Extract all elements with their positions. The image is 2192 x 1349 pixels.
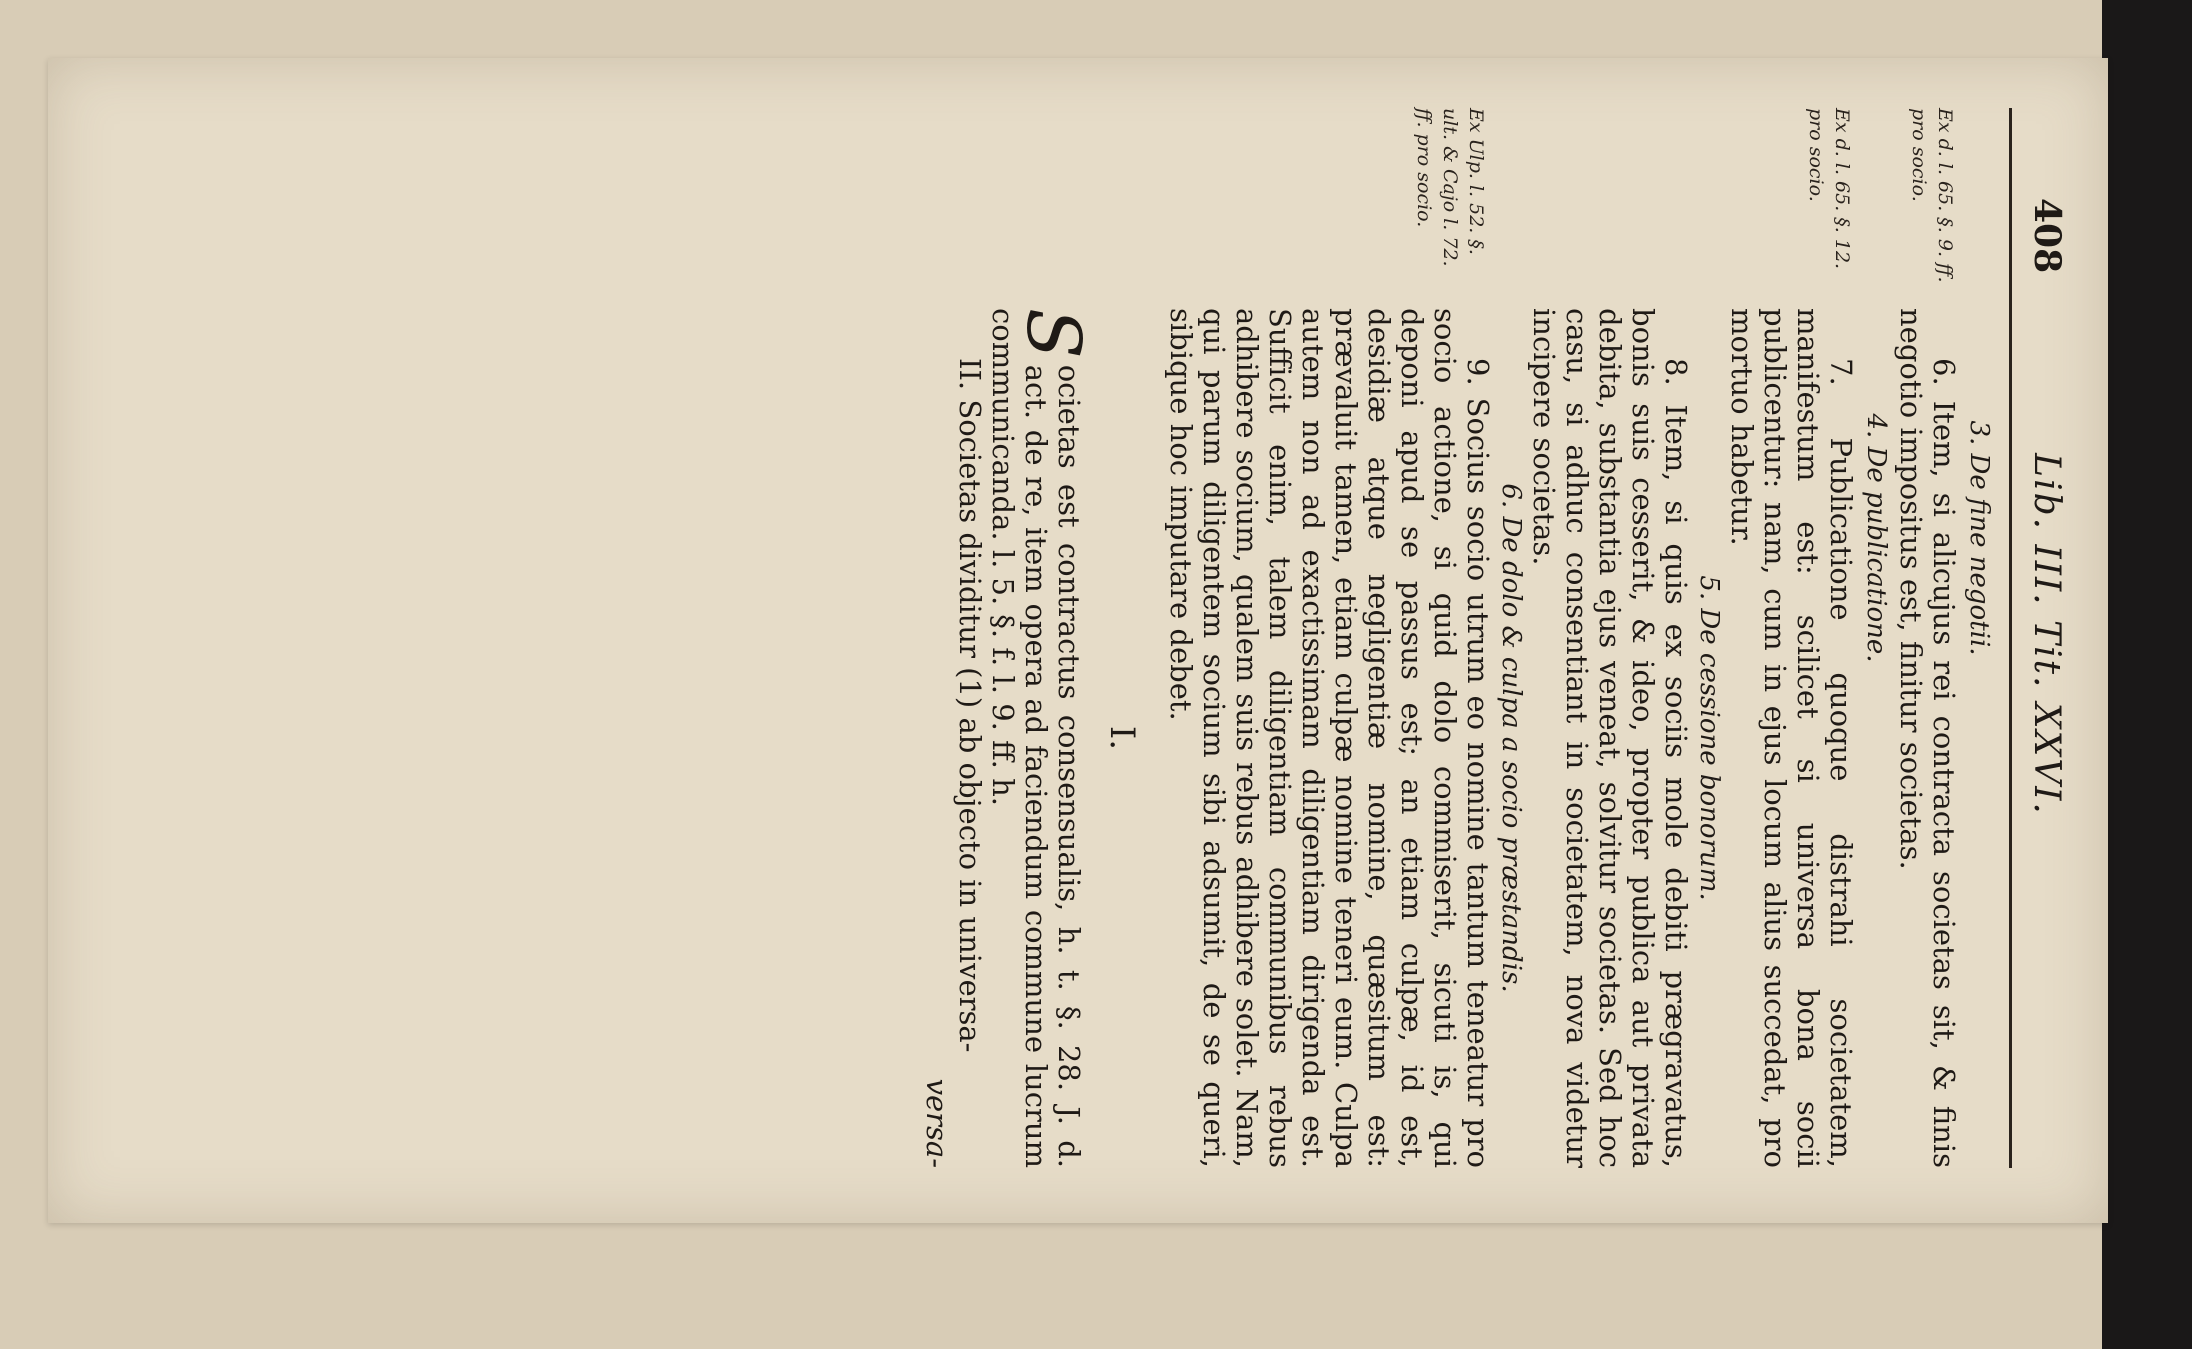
section-1: [1962, 108, 1995, 1168]
running-title: Lib. III. Tit. XXVI.: [2026, 453, 2067, 816]
margin-note: Ex d. l. 65. §. 12. pro socio.: [1805, 108, 1853, 270]
paragraph: 6. Item, si alicujus rei contracta societas sit, & finis negotio impositus est, finitur societas.: [1894, 308, 1961, 1168]
opening-text: ocietas est contractus consensualis, h. t. §. 28. J. d. act. de re, item opera ad faciendum commune lucrum communicanda. l. 5. §. f. l. 9. ff. h.: [986, 308, 1086, 1168]
paragraph: 7. Publicatione quoque distrahi societatem, manifestum est: scilicet si universa bona socii publicentur: nam, cum in ejus locum alius succedat, pro mortuo habetur.: [1725, 308, 1858, 1168]
margin-note: Ex Ulp. l. 52. §. ult. & Cajo l. 72. ff. pro socio.: [1413, 108, 1487, 267]
section-heading: 5. De cessione bonorum.: [1694, 575, 1724, 901]
book-edge: [2102, 0, 2192, 1349]
section-heading: 4. De publicatione.: [1861, 413, 1891, 663]
section-2: [1894, 108, 1960, 1168]
page-body: [920, 108, 1995, 1168]
page-header: [2009, 108, 2068, 1168]
drop-cap: S: [1010, 308, 1096, 359]
margin-note: Ex d. l. 65. §. 9. ff. pro socio.: [1908, 108, 1956, 283]
opening-paragraph: [986, 308, 1096, 1168]
rotated-text-block: [48, 58, 2108, 1223]
section-heading: 3. De fine negotii.: [1964, 420, 1994, 656]
paragraph: 9. Socius socio utrum eo nomine tantum teneatur pro socio actione, si quid dolo commiserit, sicuti is, qui deponi apud se passus est; an etiam culpæ, id est, desidiæ atque negligentiæ nomine, quæsitum est: prævaluit tamen, etiam culpæ nomine teneri eum. Culpa autem non ad exactissimam diligentiam dirigenda est. Sufficit enim, talem diligentiam communibus rebus adhibere socium, qualem suis rebus adhibere solet. Nam, qui parum diligentem socium sibi adsumit, de se queri, sibique hoc imputare debet.: [1164, 308, 1495, 1168]
section-3: [1859, 108, 1892, 1168]
section-heading: 6. De dolo & culpa a socio præstandis.: [1496, 483, 1526, 993]
book-page: [48, 58, 2108, 1223]
paragraph: II. Societas dividitur (1) ab objecto in universa-: [953, 358, 987, 1053]
part-numeral: I.: [1102, 725, 1142, 751]
section-6: [1164, 108, 1527, 1168]
section-4: [1725, 108, 1857, 1168]
catchword: versa-: [920, 1078, 954, 1168]
page-number: 408: [2026, 198, 2068, 274]
paragraph: 8. Item, si quis ex sociis mole debiti prægravatus, bonis suis cesserit, & ideo, propter publica aut privata debita, substantia ejus veneat, solvitur societas. Sed hoc casu, si adhuc consentiant in societatem, nova videtur incipere societas.: [1527, 308, 1693, 1168]
section-5: [1527, 108, 1725, 1168]
